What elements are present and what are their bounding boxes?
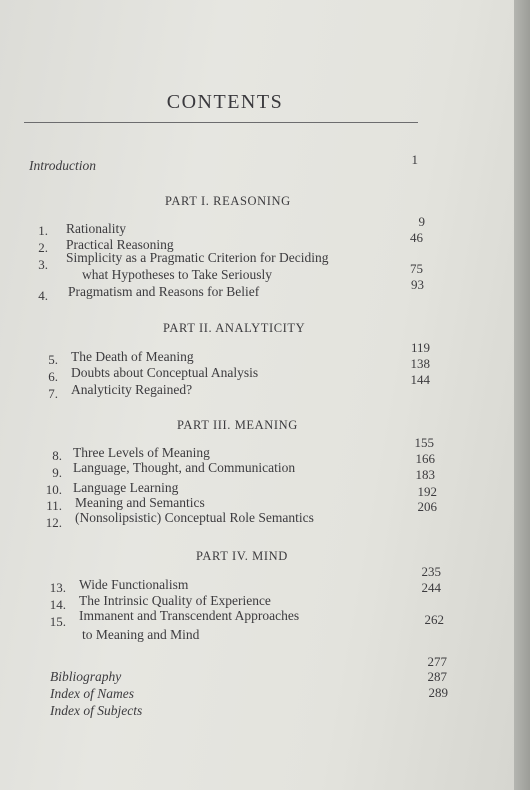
entry-page: 192	[417, 484, 437, 499]
backmatter-label: Bibliography	[50, 669, 122, 684]
backmatter-page: 289	[428, 685, 448, 700]
page-edge-shadow	[514, 0, 530, 790]
part-4-heading: PART IV. MIND	[196, 549, 288, 563]
entry-page: 183	[415, 467, 435, 482]
entry-title: (Nonsolipsistic) Conceptual Role Semantics	[75, 510, 314, 525]
entry-number: 4.	[38, 288, 48, 303]
backmatter-page: 277	[427, 654, 447, 669]
entry-title: Pragmatism and Reasons for Belief	[68, 284, 260, 299]
entry-number: 8.	[52, 448, 62, 463]
entry-page: 144	[410, 372, 430, 387]
entry-number: 3.	[38, 257, 48, 272]
entry-title-continued: to Meaning and Mind	[82, 627, 200, 642]
entry-title: Immanent and Transcendent Approaches	[79, 608, 300, 623]
entry-page: 235	[421, 564, 441, 579]
entry-number: 11.	[46, 498, 62, 513]
entry-number: 2.	[38, 240, 48, 255]
intro-label: Introduction	[29, 158, 96, 173]
entry-number: 1.	[38, 223, 48, 238]
part-3-heading: PART III. MEANING	[177, 418, 298, 432]
entry-page: 75	[410, 261, 423, 276]
entry-number: 14.	[49, 597, 66, 612]
entry-page: 93	[411, 277, 424, 292]
part-2-heading: PART II. ANALYTICITY	[163, 321, 306, 335]
entry-page: 155	[414, 435, 434, 450]
page-title: CONTENTS	[166, 91, 284, 113]
entry-title: Analyticity Regained?	[71, 382, 193, 397]
entry-title: The Death of Meaning	[71, 349, 194, 364]
backmatter-label: Index of Subjects	[50, 703, 143, 718]
entry-title: Practical Reasoning	[66, 237, 174, 252]
entry-title: Rationality	[66, 221, 126, 236]
entry-page: 262	[424, 612, 444, 627]
backmatter-page: 287	[427, 669, 447, 684]
entry-page: 119	[410, 340, 430, 355]
entry-title: Simplicity as a Pragmatic Criterion for Deciding	[66, 250, 329, 265]
entry-title: Language Learning	[73, 480, 179, 495]
intro-page: 1	[411, 152, 418, 167]
title-rule	[24, 122, 418, 123]
entry-page: 244	[421, 580, 441, 595]
entry-title: The Intrinsic Quality of Experience	[79, 593, 271, 608]
entry-number: 5.	[48, 352, 58, 367]
entry-number: 12.	[45, 515, 62, 530]
entry-title: Language, Thought, and Communication	[73, 460, 296, 475]
entry-number: 9.	[52, 465, 62, 480]
entry-page: 138	[410, 356, 430, 371]
entry-number: 6.	[48, 369, 58, 384]
entry-number: 15.	[49, 614, 66, 629]
entry-title: Wide Functionalism	[79, 577, 189, 592]
entry-title-continued: what Hypotheses to Take Seriously	[82, 267, 273, 282]
entry-page: 46	[410, 230, 423, 245]
entry-number: 13.	[49, 580, 66, 595]
entry-page: 9	[418, 214, 425, 229]
entry-page: 206	[417, 499, 437, 514]
entry-page: 166	[415, 451, 435, 466]
backmatter-label: Index of Names	[50, 686, 134, 701]
entry-number: 7.	[48, 386, 58, 401]
entry-title: Three Levels of Meaning	[73, 445, 210, 460]
part-1-heading: PART I. REASONING	[165, 194, 291, 208]
entry-title: Doubts about Conceptual Analysis	[71, 365, 259, 380]
entry-title: Meaning and Semantics	[75, 495, 205, 510]
entry-number: 10.	[45, 482, 62, 497]
